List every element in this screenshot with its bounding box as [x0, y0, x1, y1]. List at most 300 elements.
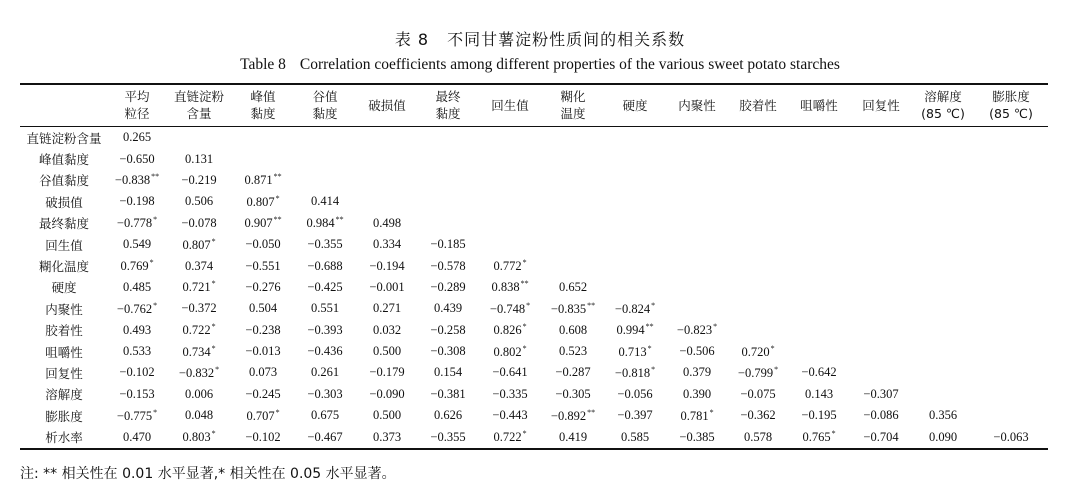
correlation-value: 0.549 — [122, 237, 152, 252]
correlation-cell — [604, 191, 666, 212]
correlation-cell — [108, 320, 166, 341]
correlation-cell — [478, 191, 542, 212]
correlation-cell — [356, 384, 418, 405]
significance-marker: * — [215, 364, 220, 374]
correlation-cell — [294, 320, 356, 341]
correlation-value: 0.006 — [184, 386, 214, 401]
correlation-value: −0.013 — [245, 344, 281, 359]
correlation-cell — [294, 298, 356, 319]
correlation-cell — [108, 384, 166, 405]
column-header — [356, 84, 418, 127]
correlation-value: −0.195 — [801, 408, 837, 423]
correlation-cell — [788, 362, 850, 383]
column-header — [666, 84, 728, 127]
correlation-value: −0.305 — [555, 386, 591, 401]
correlation-cell — [974, 362, 1048, 383]
correlation-cell — [166, 426, 232, 448]
correlation-cell — [974, 148, 1048, 169]
correlation-cell — [108, 426, 166, 448]
correlation-cell — [912, 341, 974, 362]
correlation-cell — [542, 298, 604, 319]
correlation-cell — [356, 234, 418, 255]
correlation-cell — [542, 234, 604, 255]
correlation-value: 0.707 — [246, 408, 275, 423]
column-header — [478, 84, 542, 127]
correlation-cell — [666, 255, 728, 276]
correlation-cell — [788, 170, 850, 191]
correlation-cell — [728, 298, 788, 319]
table-row — [20, 426, 1048, 448]
column-header-line: 回复性 — [862, 97, 900, 113]
table-caption-en: Correlation coefficients among different properties of the various sweet potato starches — [299, 56, 840, 73]
column-header-line: 最终 — [435, 89, 461, 104]
correlation-cell — [166, 234, 232, 255]
significance-marker: * — [153, 215, 158, 225]
table-row — [20, 148, 1048, 169]
correlation-cell — [356, 341, 418, 362]
correlation-cell — [356, 127, 418, 149]
correlation-cell — [666, 213, 728, 234]
correlation-cell — [478, 298, 542, 319]
correlation-cell — [542, 191, 604, 212]
correlation-value: 0.414 — [310, 194, 340, 209]
row-label: 破损值 — [45, 194, 83, 210]
correlation-value: 0.090 — [928, 429, 958, 444]
correlation-cell — [418, 320, 478, 341]
correlation-cell — [356, 320, 418, 341]
correlation-cell — [974, 191, 1048, 212]
column-header-line: 谷值 — [312, 89, 338, 104]
correlation-cell — [728, 405, 788, 426]
correlation-value: −0.238 — [245, 322, 281, 337]
correlation-cell — [108, 341, 166, 362]
correlation-cell — [478, 277, 542, 298]
correlation-cell — [108, 170, 166, 191]
table-row — [20, 127, 1048, 149]
correlation-value: −0.185 — [430, 237, 466, 252]
correlation-value: 0.506 — [184, 194, 214, 209]
row-label: 内聚性 — [45, 301, 83, 317]
significance-marker: * — [211, 343, 216, 353]
correlation-value: 0.533 — [122, 344, 152, 359]
significance-marker: * — [709, 407, 714, 417]
correlation-cell — [604, 405, 666, 426]
significance-marker: * — [211, 279, 216, 289]
correlation-cell — [166, 255, 232, 276]
column-header — [788, 84, 850, 127]
table-row — [20, 298, 1048, 319]
correlation-value: 0.374 — [184, 258, 214, 273]
correlation-value: −0.362 — [740, 408, 776, 423]
table-number-en: Table 8 — [240, 56, 286, 73]
correlation-cell — [294, 170, 356, 191]
correlation-value: −0.688 — [307, 258, 343, 273]
correlation-cell — [232, 405, 294, 426]
correlation-cell — [166, 213, 232, 234]
significance-marker: ** — [587, 300, 596, 310]
correlation-cell — [166, 384, 232, 405]
correlation-value: 0.578 — [743, 429, 773, 444]
correlation-value: 0.994 — [616, 323, 645, 338]
significance-marker: * — [211, 429, 216, 439]
correlation-value: −0.467 — [307, 429, 343, 444]
significance-marker: ** — [151, 172, 160, 182]
correlation-cell — [478, 384, 542, 405]
correlation-cell — [166, 191, 232, 212]
correlation-cell — [974, 426, 1048, 448]
correlation-cell — [478, 213, 542, 234]
correlation-value: 0.334 — [372, 237, 402, 252]
correlation-cell — [418, 148, 478, 169]
correlation-cell — [912, 298, 974, 319]
column-header-line: 粒径 — [124, 106, 150, 121]
column-header-line: 膨胀度 — [992, 89, 1030, 104]
correlation-cell — [788, 384, 850, 405]
correlation-cell — [542, 426, 604, 448]
column-header-line: 黏度 — [312, 106, 338, 121]
correlation-cell — [666, 170, 728, 191]
significance-marker: ** — [587, 407, 596, 417]
correlation-cell — [850, 213, 912, 234]
column-header — [542, 84, 604, 127]
row-label: 回复性 — [45, 365, 83, 381]
correlation-value: 0.523 — [558, 344, 588, 359]
correlation-value: −0.078 — [181, 215, 217, 230]
correlation-cell — [666, 384, 728, 405]
column-header-line: 破损值 — [368, 97, 406, 113]
correlation-cell — [356, 277, 418, 298]
correlation-cell — [108, 405, 166, 426]
table-row — [20, 277, 1048, 298]
correlation-value: −0.308 — [430, 344, 466, 359]
correlation-value: −0.436 — [307, 344, 343, 359]
correlation-cell — [728, 320, 788, 341]
significance-marker: * — [770, 343, 775, 353]
correlation-cell — [294, 127, 356, 149]
significance-marker: * — [149, 258, 154, 268]
significance-marker: * — [522, 343, 527, 353]
correlation-cell — [356, 298, 418, 319]
correlation-value: 0.608 — [558, 322, 588, 337]
significance-marker: * — [211, 236, 216, 246]
correlation-cell — [666, 405, 728, 426]
correlation-cell — [912, 148, 974, 169]
correlation-cell — [108, 127, 166, 149]
column-header-line: 咀嚼性 — [800, 97, 838, 113]
correlation-value: −0.153 — [119, 386, 155, 401]
correlation-cell — [604, 277, 666, 298]
correlation-cell — [418, 426, 478, 448]
correlation-cell — [728, 127, 788, 149]
correlation-value: −0.075 — [740, 386, 776, 401]
correlation-cell — [166, 170, 232, 191]
correlation-cell — [478, 148, 542, 169]
correlation-cell — [604, 362, 666, 383]
correlation-cell — [604, 341, 666, 362]
correlation-cell — [728, 191, 788, 212]
correlation-value: −0.704 — [863, 429, 899, 444]
correlation-value: 0.769 — [120, 259, 149, 274]
correlation-cell — [542, 277, 604, 298]
correlation-cell — [912, 426, 974, 448]
table-row — [20, 170, 1048, 191]
correlation-table — [20, 83, 1048, 450]
correlation-table-container — [20, 83, 1048, 450]
column-header — [232, 84, 294, 127]
correlation-cell — [542, 255, 604, 276]
correlation-value: 0.626 — [433, 408, 463, 423]
row-label: 最终黏度 — [38, 216, 89, 232]
correlation-cell — [356, 191, 418, 212]
table-corner-cell — [20, 84, 108, 127]
column-header — [912, 84, 974, 127]
correlation-cell — [850, 341, 912, 362]
column-header-line: 平均 — [124, 89, 150, 104]
correlation-cell — [478, 362, 542, 383]
correlation-value: −0.824 — [614, 301, 651, 316]
column-header — [974, 84, 1048, 127]
correlation-cell — [912, 234, 974, 255]
correlation-value: 0.675 — [310, 408, 340, 423]
table-caption-cn: 不同甘薯淀粉性质间的相关系数 — [447, 30, 686, 49]
correlation-value: 0.807 — [182, 237, 211, 252]
column-header-line: 直链淀粉 — [173, 89, 224, 104]
correlation-cell — [850, 170, 912, 191]
correlation-cell — [232, 298, 294, 319]
correlation-cell — [604, 213, 666, 234]
correlation-cell — [108, 277, 166, 298]
column-header — [166, 84, 232, 127]
significance-marker: * — [275, 407, 280, 417]
correlation-cell — [912, 213, 974, 234]
correlation-cell — [788, 277, 850, 298]
correlation-cell — [418, 234, 478, 255]
correlation-cell — [666, 341, 728, 362]
correlation-cell — [542, 170, 604, 191]
correlation-value: 0.439 — [433, 301, 463, 316]
correlation-cell — [418, 170, 478, 191]
significance-marker: * — [522, 429, 527, 439]
correlation-cell — [294, 362, 356, 383]
correlation-cell — [108, 234, 166, 255]
correlation-cell — [788, 148, 850, 169]
correlation-cell — [294, 384, 356, 405]
correlation-cell — [232, 320, 294, 341]
correlation-cell — [166, 298, 232, 319]
correlation-value: −0.355 — [307, 237, 343, 252]
significance-marker: * — [153, 407, 158, 417]
correlation-value: 0.485 — [122, 279, 152, 294]
correlation-value: −0.385 — [679, 429, 715, 444]
correlation-cell — [166, 148, 232, 169]
significance-marker: ** — [273, 215, 282, 225]
correlation-cell — [232, 148, 294, 169]
correlation-value: 0.500 — [372, 408, 402, 423]
correlation-value: −0.551 — [245, 258, 281, 273]
correlation-value: −0.641 — [492, 365, 528, 380]
correlation-value: −0.287 — [555, 365, 591, 380]
correlation-cell — [850, 148, 912, 169]
correlation-cell — [788, 234, 850, 255]
correlation-value: −0.258 — [430, 322, 466, 337]
correlation-value: −0.102 — [119, 365, 155, 380]
correlation-cell — [912, 405, 974, 426]
correlation-cell — [232, 127, 294, 149]
correlation-value: −0.245 — [245, 386, 281, 401]
correlation-cell — [232, 170, 294, 191]
correlation-cell — [108, 148, 166, 169]
correlation-cell — [912, 384, 974, 405]
correlation-cell — [850, 191, 912, 212]
table-title-en — [0, 56, 1080, 74]
correlation-cell — [974, 127, 1048, 149]
correlation-cell — [542, 127, 604, 149]
column-header-line: 胶着性 — [739, 97, 777, 113]
correlation-value: 0.803 — [182, 430, 211, 445]
row-label: 膨胀度 — [45, 408, 83, 424]
correlation-value: 0.802 — [493, 344, 522, 359]
correlation-cell — [788, 341, 850, 362]
correlation-value: 0.765 — [802, 430, 831, 445]
correlation-cell — [850, 127, 912, 149]
significance-marker: * — [275, 193, 280, 203]
correlation-value: −0.355 — [430, 429, 466, 444]
significance-marker: * — [153, 300, 158, 310]
row-label: 直链淀粉含量 — [26, 130, 102, 146]
table-row — [20, 191, 1048, 212]
correlation-cell — [788, 213, 850, 234]
row-label: 峰值黏度 — [38, 152, 89, 168]
correlation-cell — [418, 298, 478, 319]
significance-marker: * — [651, 300, 656, 310]
correlation-cell — [788, 320, 850, 341]
column-header-line: (85 ℃) — [921, 106, 965, 121]
correlation-cell — [294, 277, 356, 298]
table-row — [20, 320, 1048, 341]
significance-marker: * — [647, 343, 652, 353]
row-label: 咀嚼性 — [45, 344, 83, 360]
correlation-value: 0.984 — [306, 216, 335, 231]
correlation-cell — [604, 148, 666, 169]
correlation-value: 0.722 — [493, 430, 522, 445]
correlation-cell — [108, 213, 166, 234]
column-header — [418, 84, 478, 127]
row-label: 溶解度 — [45, 387, 83, 403]
correlation-value: 0.271 — [372, 301, 402, 316]
correlation-cell — [418, 405, 478, 426]
column-header — [604, 84, 666, 127]
correlation-value: 0.907 — [244, 216, 273, 231]
correlation-value: 0.734 — [182, 344, 211, 359]
correlation-value: 0.493 — [122, 322, 152, 337]
correlation-cell — [542, 362, 604, 383]
row-label: 析水率 — [45, 430, 83, 446]
table-row — [20, 255, 1048, 276]
row-label: 胶着性 — [45, 323, 83, 339]
correlation-cell — [666, 426, 728, 448]
column-header-line: 硬度 — [622, 97, 648, 113]
correlation-cell — [788, 405, 850, 426]
column-header — [294, 84, 356, 127]
correlation-cell — [478, 234, 542, 255]
correlation-cell — [232, 341, 294, 362]
correlation-cell — [788, 191, 850, 212]
correlation-value: −0.001 — [369, 279, 405, 294]
correlation-cell — [974, 320, 1048, 341]
correlation-cell — [108, 255, 166, 276]
correlation-value: −0.775 — [116, 408, 153, 423]
correlation-value: 0.143 — [804, 386, 834, 401]
correlation-cell — [108, 362, 166, 383]
correlation-cell — [232, 384, 294, 405]
correlation-value: 0.781 — [680, 408, 709, 423]
correlation-value: −0.335 — [492, 386, 528, 401]
correlation-value: −0.198 — [119, 194, 155, 209]
correlation-value: −0.425 — [307, 279, 343, 294]
correlation-cell — [974, 255, 1048, 276]
correlation-value: −0.393 — [307, 322, 343, 337]
correlation-cell — [912, 320, 974, 341]
correlation-value: −0.838 — [114, 173, 151, 188]
correlation-cell — [850, 426, 912, 448]
correlation-value: 0.356 — [928, 408, 958, 423]
column-header-line: 含量 — [186, 106, 212, 121]
correlation-cell — [604, 320, 666, 341]
correlation-value: 0.500 — [372, 344, 402, 359]
correlation-cell — [666, 277, 728, 298]
row-label: 糊化温度 — [38, 259, 89, 275]
correlation-cell — [356, 426, 418, 448]
correlation-cell — [728, 341, 788, 362]
correlation-cell — [604, 298, 666, 319]
correlation-cell — [478, 341, 542, 362]
correlation-value: 0.470 — [122, 429, 152, 444]
correlation-cell — [728, 426, 788, 448]
correlation-cell — [974, 384, 1048, 405]
correlation-value: −0.397 — [617, 408, 653, 423]
column-header-line: 回生值 — [491, 97, 529, 113]
significance-marker: * — [713, 322, 718, 332]
correlation-cell — [232, 277, 294, 298]
correlation-value: 0.154 — [433, 365, 463, 380]
table-title-cn — [0, 27, 1080, 50]
correlation-value: 0.826 — [493, 323, 522, 338]
correlation-value: −0.063 — [993, 429, 1029, 444]
correlation-cell — [294, 255, 356, 276]
correlation-value: 0.838 — [491, 280, 520, 295]
correlation-cell — [974, 170, 1048, 191]
correlation-value: −0.372 — [181, 301, 217, 316]
significance-marker: ** — [273, 172, 282, 182]
correlation-cell — [604, 384, 666, 405]
table-body — [20, 127, 1048, 449]
correlation-cell — [666, 148, 728, 169]
correlation-value: −0.276 — [245, 279, 281, 294]
correlation-cell — [604, 255, 666, 276]
table-row — [20, 384, 1048, 405]
correlation-value: 0.131 — [184, 151, 214, 166]
correlation-cell — [850, 255, 912, 276]
correlation-value: 0.720 — [741, 344, 770, 359]
correlation-cell — [418, 362, 478, 383]
correlation-value: −0.748 — [489, 301, 526, 316]
table-row — [20, 405, 1048, 426]
correlation-cell — [418, 191, 478, 212]
table-footnote: 注: ** 相关性在 0.01 水平显著,* 相关性在 0.05 水平显著。 — [20, 466, 396, 482]
column-header-line: 峰值 — [250, 89, 276, 104]
correlation-value: −0.443 — [492, 408, 528, 423]
correlation-value: −0.179 — [369, 365, 405, 380]
